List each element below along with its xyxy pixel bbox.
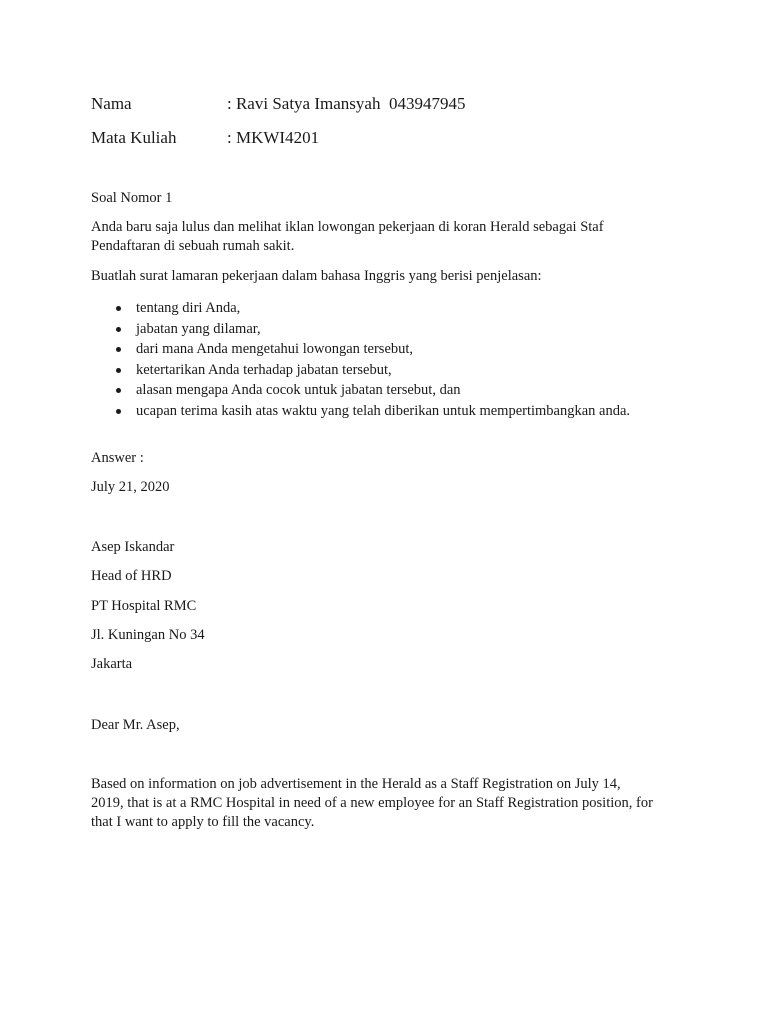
letter-salutation: Dear Mr. Asep, xyxy=(91,717,180,733)
name-value: : Ravi Satya Imansyah 043947945 xyxy=(227,94,466,113)
name-row xyxy=(91,94,465,114)
bullet-icon xyxy=(116,368,121,373)
list-item: tentang diri Anda, xyxy=(91,298,630,319)
bullet-icon xyxy=(116,327,121,332)
course-row xyxy=(91,128,319,148)
letter-body-line: 2019, that is at a RMC Hospital in need of a new employee for an Staff Registration position, for xyxy=(91,795,653,811)
letter-date: July 21, 2020 xyxy=(91,479,170,495)
recipient-street: Jl. Kuningan No 34 xyxy=(91,627,205,643)
list-item: alasan mengapa Anda cocok untuk jabatan tersebut, dan xyxy=(91,380,630,401)
question-intro: Anda baru saja lulus dan melihat iklan lowongan pekerjaan di koran Herald sebagai Staf Pendaftaran di sebuah rumah sakit. xyxy=(91,219,604,254)
bullet-icon xyxy=(116,409,121,414)
question-instruction: Buatlah surat lamaran pekerjaan dalam bahasa Inggris yang berisi penjelasan: xyxy=(91,268,542,284)
list-item: ucapan terima kasih atas waktu yang telah diberikan untuk mempertimbangkan anda. xyxy=(91,401,630,422)
list-item: jabatan yang dilamar, xyxy=(91,319,630,340)
recipient-name: Asep Iskandar xyxy=(91,539,175,555)
letter-body-line: Based on information on job advertisement in the Herald as a Staff Registration on July 14, xyxy=(91,776,621,792)
recipient-city: Jakarta xyxy=(91,656,133,672)
requirement-list xyxy=(91,298,630,421)
bullet-icon xyxy=(116,388,121,393)
list-item: ketertarikan Anda terhadap jabatan tersebut, xyxy=(91,360,630,381)
bullet-icon xyxy=(116,306,121,311)
letter-body-line: that I want to apply to fill the vacancy. xyxy=(91,814,315,830)
recipient-company: PT Hospital RMC xyxy=(91,598,197,614)
bullet-icon xyxy=(116,347,121,352)
answer-label: Answer : xyxy=(91,450,144,466)
name-label: Nama xyxy=(91,94,132,113)
recipient-title: Head of HRD xyxy=(91,568,172,584)
question-title: Soal Nomor 1 xyxy=(91,190,173,206)
course-label: Mata Kuliah xyxy=(91,128,177,147)
course-value: : MKWI4201 xyxy=(227,128,320,147)
list-item: dari mana Anda mengetahui lowongan tersebut, xyxy=(91,339,630,360)
